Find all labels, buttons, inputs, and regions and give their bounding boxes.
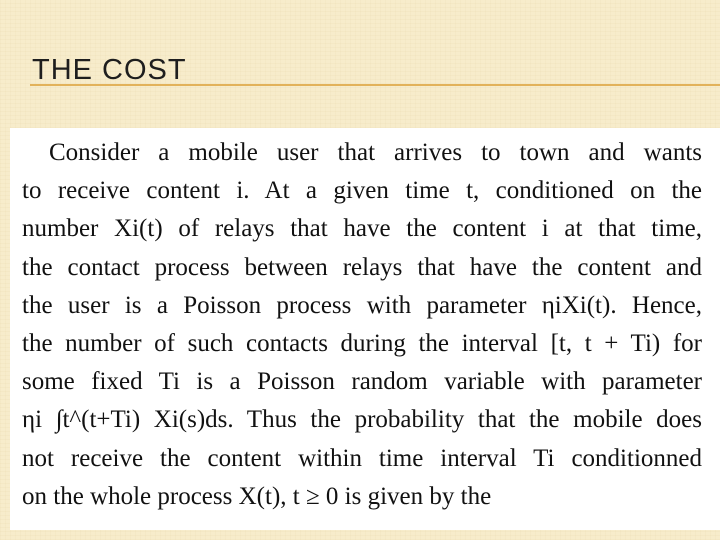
excerpt-line: Consider a mobile user that arrives to town and wants xyxy=(49,139,702,166)
excerpt-paragraph xyxy=(22,134,702,516)
excerpt-line: to receive content i. At a given time t, conditioned on the xyxy=(22,177,702,205)
excerpt-line: number Xi(t) of relays that have the content i at that time, xyxy=(22,215,702,243)
title-underline xyxy=(30,84,720,86)
excerpt-line: the user is a Poisson process with parameter ηiXi(t). Hence, xyxy=(22,291,702,319)
slide-title: THE COST xyxy=(32,54,187,86)
excerpt-line: not receive the content within time interval Ti conditionned xyxy=(22,444,702,472)
excerpt-line: ηi ∫t^(t+Ti) Xi(s)ds. Thus the probability that the mobile does xyxy=(22,406,702,434)
excerpt-line: some fixed Ti is a Poisson random variable with parameter xyxy=(22,368,702,396)
paper-excerpt-image xyxy=(10,128,720,530)
excerpt-line: the number of such contacts during the interval [t, t + Ti) for xyxy=(22,329,702,357)
excerpt-line: the contact process between relays that have the content and xyxy=(22,253,702,281)
excerpt-line: on the whole process X(t), t ≥ 0 is given by the xyxy=(22,482,492,510)
